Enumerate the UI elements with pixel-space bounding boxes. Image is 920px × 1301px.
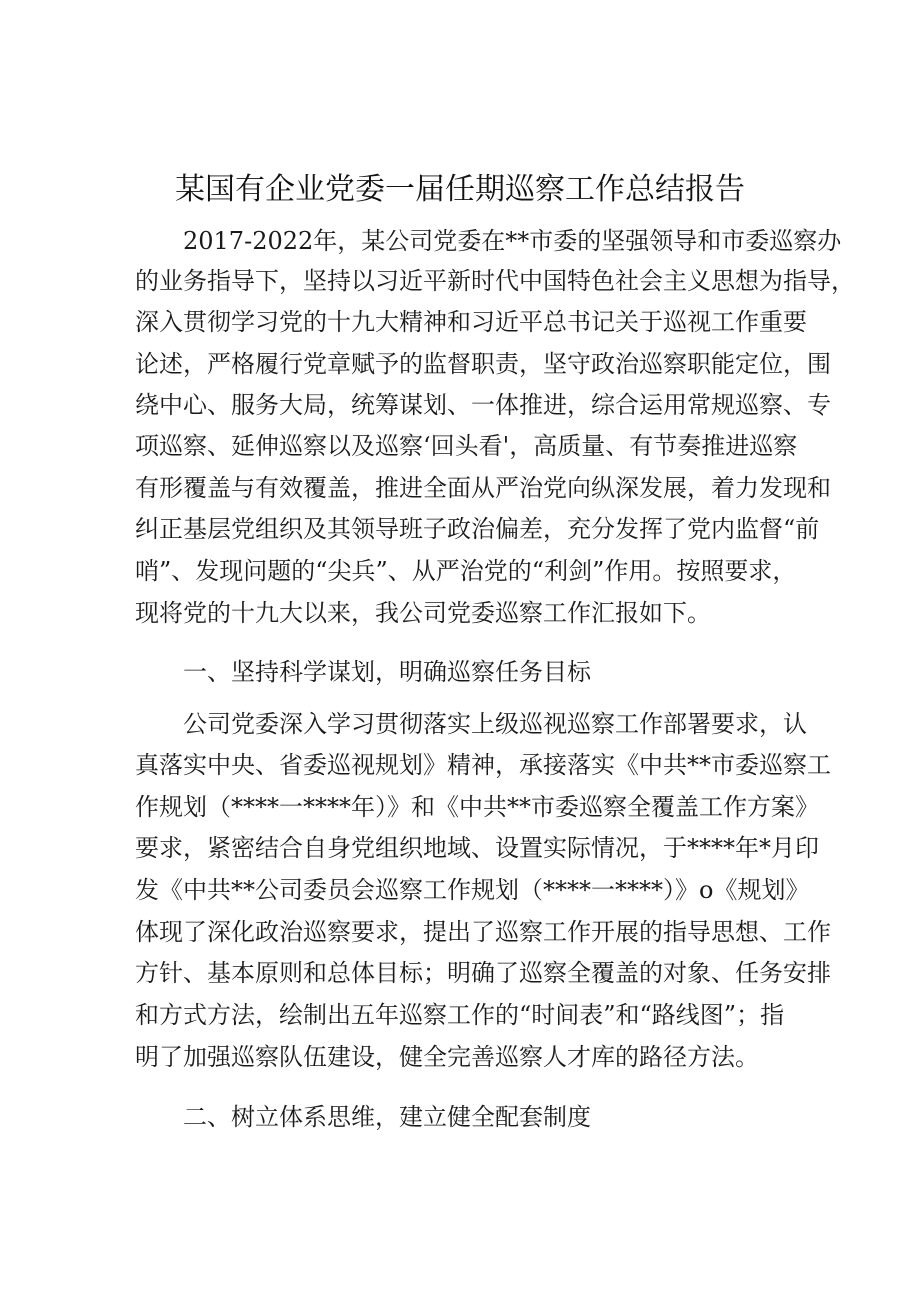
section1-line: 明了加强巡察队伍建设，健全完善巡察人才库的路径方法。: [135, 1043, 759, 1071]
intro-line: 的业务指导下，坚持以习近平新时代中国特色社会主义思想为指导，: [135, 267, 855, 295]
intro-line: 深入贯彻学习党的十九大精神和习近平总书记关于巡视工作重要: [135, 308, 807, 336]
intro-line: 2017-2022年，某公司党委在**市委的坚强领导和市委巡察办: [183, 227, 842, 255]
section1-line: 真落实中央、省委巡视规划》精神，承接落实《中共**市委巡察工: [135, 751, 831, 779]
document-title: 某国有企业党委一届任期巡察工作总结报告: [175, 172, 745, 207]
section1-line: 要求，紧密结合自身党组织地域、设置实际情况，于****年*月印: [135, 834, 819, 862]
section1-line: 公司党委深入学习贯彻落实上级巡视巡察工作部署要求，认: [183, 710, 807, 738]
section1-line: 方针、基本原则和总体目标；明确了巡察全覆盖的对象、任务安排: [135, 959, 831, 987]
section1-line: 发《中共**公司委员会巡察工作规划（****一****）》o《规划》: [135, 876, 810, 904]
section-heading: 一、坚持科学谋划，明确巡察任务目标: [183, 658, 591, 686]
section1-line: 作规划（****一****年）》和《中共**市委巡察全覆盖工作方案》: [135, 793, 819, 821]
intro-line: 纠正基层党组织及其领导班子政治偏差，充分发挥了党内监督“前: [135, 515, 820, 543]
section-heading: 二、树立体系思维，建立健全配套制度: [183, 1103, 591, 1131]
section1-line: 体现了深化政治巡察要求，提出了巡察工作开展的指导思想、工作: [135, 918, 831, 946]
intro-line: 绕中心、服务大局，统筹谋划、一体推进，综合运用常规巡察、专: [135, 391, 831, 419]
intro-line: 哨”、发现问题的“尖兵”、从严治党的“利剑”作用。按照要求，: [135, 557, 797, 585]
intro-line: 有形覆盖与有效覆盖，推进全面从严治党向纵深发展，着力发现和: [135, 474, 831, 502]
intro-line: 论述，严格履行党章赋予的监督职责，坚守政治巡察职能定位，围: [135, 350, 831, 378]
intro-line: 项巡察、延伸巡察以及巡察‘回头看'，高质量、有节奏推进巡察: [135, 432, 798, 460]
section1-line: 和方式方法，绘制出五年巡察工作的“时间表”和“路线图”；指: [135, 1001, 785, 1029]
intro-line: 现将党的十九大以来，我公司党委巡察工作汇报如下。: [135, 599, 711, 627]
